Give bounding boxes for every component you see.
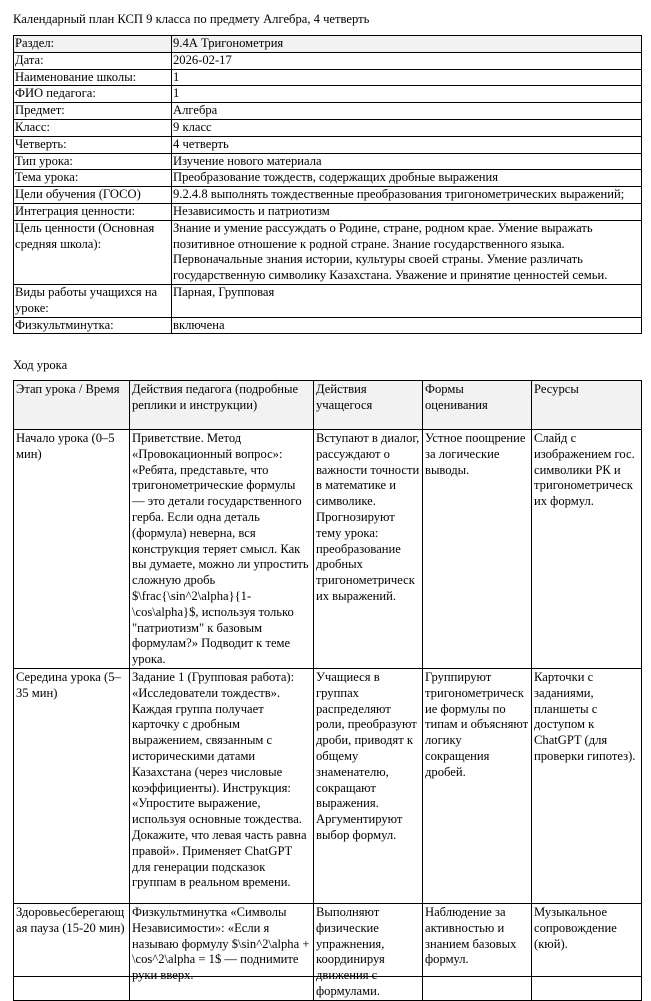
info-value: 4 четверть [172,136,642,153]
document-title: Календарный план КСП 9 класса по предмету Алгебра, 4 четверть [13,12,370,26]
cell-resources: Слайд с изображением гос. символики РК и тригонометрических формул. [532,430,642,669]
info-label: ФИО педагога: [14,86,172,103]
info-label: Раздел: [14,36,172,53]
info-value: 9 класс [172,119,642,136]
cell-stage: Здоровьесберегающая пауза (15-20 мин) [14,903,130,1000]
info-value: Парная, Групповая [172,284,642,317]
info-label: Тема урока: [14,170,172,187]
column-header-stage: Этап урока / Время [14,381,130,430]
column-header-resources: Ресурсы [532,381,642,430]
info-label: Цели обучения (ГОСО) [14,187,172,204]
info-value: 2026-02-17 [172,52,642,69]
cell-student: Вступают в диалог, рассуждают о важности точности в математике и символике. Прогнозируют тему урока: преобразование дробных тригонометрических выражений. [314,430,423,669]
cell-student: Учащиеся в группах распределяют роли, преобразуют дроби, приводят к общему знаменателю, сокращают выражения. Аргументируют выбор формул. [314,668,423,903]
info-value: Знание и умение рассуждать о Родине, стране, родном крае. Умение выражать позитивное отношение к родной стране. Знание государственного языка. Первоначальные знания истории, культуры своей страны. Умение различать государственную символику Казахстана. Уважение и принятие ценностей семьи. [172,220,642,284]
cell-assessment: Наблюдение за активностью и знанием базовых формул. [423,903,532,1000]
info-label: Физкультминутка: [14,317,172,334]
cell-resources: Музыкальное сопровождение (кюй). [532,903,642,1000]
info-value: 1 [172,69,642,86]
table-row [14,430,642,669]
info-row-topic [14,170,642,187]
info-label: Виды работы учащихся на уроке: [14,284,172,317]
table-row [14,903,642,1000]
info-value: Изучение нового материала [172,153,642,170]
column-header-student: Действия учащегося [314,381,423,430]
column-header-teacher: Действия педагога (подробные реплики и инструкции) [130,381,314,430]
info-row-value-goal [14,220,642,284]
info-label: Интеграция ценности: [14,203,172,220]
info-label: Цель ценности (Основная средняя школа): [14,220,172,284]
info-row-goals [14,187,642,204]
info-label: Наименование школы: [14,69,172,86]
cell-stage: Начало урока (0–5 мин) [14,430,130,669]
info-label: Тип урока: [14,153,172,170]
lesson-plan-table [13,380,642,1001]
column-header-assessment: Формы оценивания [423,381,532,430]
info-row-school [14,69,642,86]
info-row-date [14,52,642,69]
info-value: 9.2.4.8 выполнять тождественные преобразования тригонометрических выражений; [172,187,642,204]
info-row-subject [14,103,642,120]
info-row-section [14,36,642,53]
info-row-exercise-break [14,317,642,334]
info-value: 1 [172,86,642,103]
info-value: включена [172,317,642,334]
info-row-value-integration [14,203,642,220]
info-row-work-types [14,284,642,317]
cell-stage: Середина урока (5–35 мин) [14,668,130,903]
info-row-quarter [14,136,642,153]
info-label: Четверть: [14,136,172,153]
cell-teacher: Физкультминутка «Символы Независимости»: «Если я называю формулу $\sin^2\alpha + \cos^2\alpha = 1$ — поднимите руки вверх. [130,903,314,1000]
table-row [14,668,642,903]
info-value: Преобразование тождеств, содержащих дробные выражения [172,170,642,187]
info-value: Независимость и патриотизм [172,203,642,220]
cell-teacher: Задание 1 (Групповая работа): «Исследователи тождеств». Каждая группа получает карточку с дробным выражением, связанным с историческими датами Казахстана (через числовые коэффициенты). Инструкция: «Упростите выражение, используя основные тождества. Докажите, что левая часть равна правой». Применяет ChatGPT для генерации подсказок группам в реальном времени. [130,668,314,903]
cell-assessment: Устное поощрение за логические выводы. [423,430,532,669]
lesson-flow-heading: Ход урока [13,358,68,372]
lesson-info-table [13,35,642,334]
info-label: Предмет: [14,103,172,120]
cell-student: Выполняют физические упражнения, координируя движения с формулами. [314,903,423,1000]
info-row-teacher [14,86,642,103]
cell-resources: Карточки с заданиями, планшеты с доступом к ChatGPT (для проверки гипотез). [532,668,642,903]
info-value: Алгебра [172,103,642,120]
info-label: Дата: [14,52,172,69]
cell-assessment: Группируют тригонометрические формулы по типам и объясняют логику сокращения дробей. [423,668,532,903]
cell-teacher: Приветствие. Метод «Провокационный вопрос»: «Ребята, представьте, что тригонометрические формулы — это детали государственного герба. Если одна деталь (формула) неверна, вся конструкция теряет смысл. Как вы думаете, можно ли упростить сложную дробь $\frac{\sin^2\alpha}{1-\cos\alpha}$, используя только "патриотизм" к базовым формулам?» Подводит к теме урока. [130,430,314,669]
info-value: 9.4А Тригонометрия [172,36,642,53]
table-header-row [14,381,642,430]
lesson-plan-table-wrapper [13,380,642,998]
info-label: Класс: [14,119,172,136]
info-row-grade [14,119,642,136]
info-row-lesson-type [14,153,642,170]
